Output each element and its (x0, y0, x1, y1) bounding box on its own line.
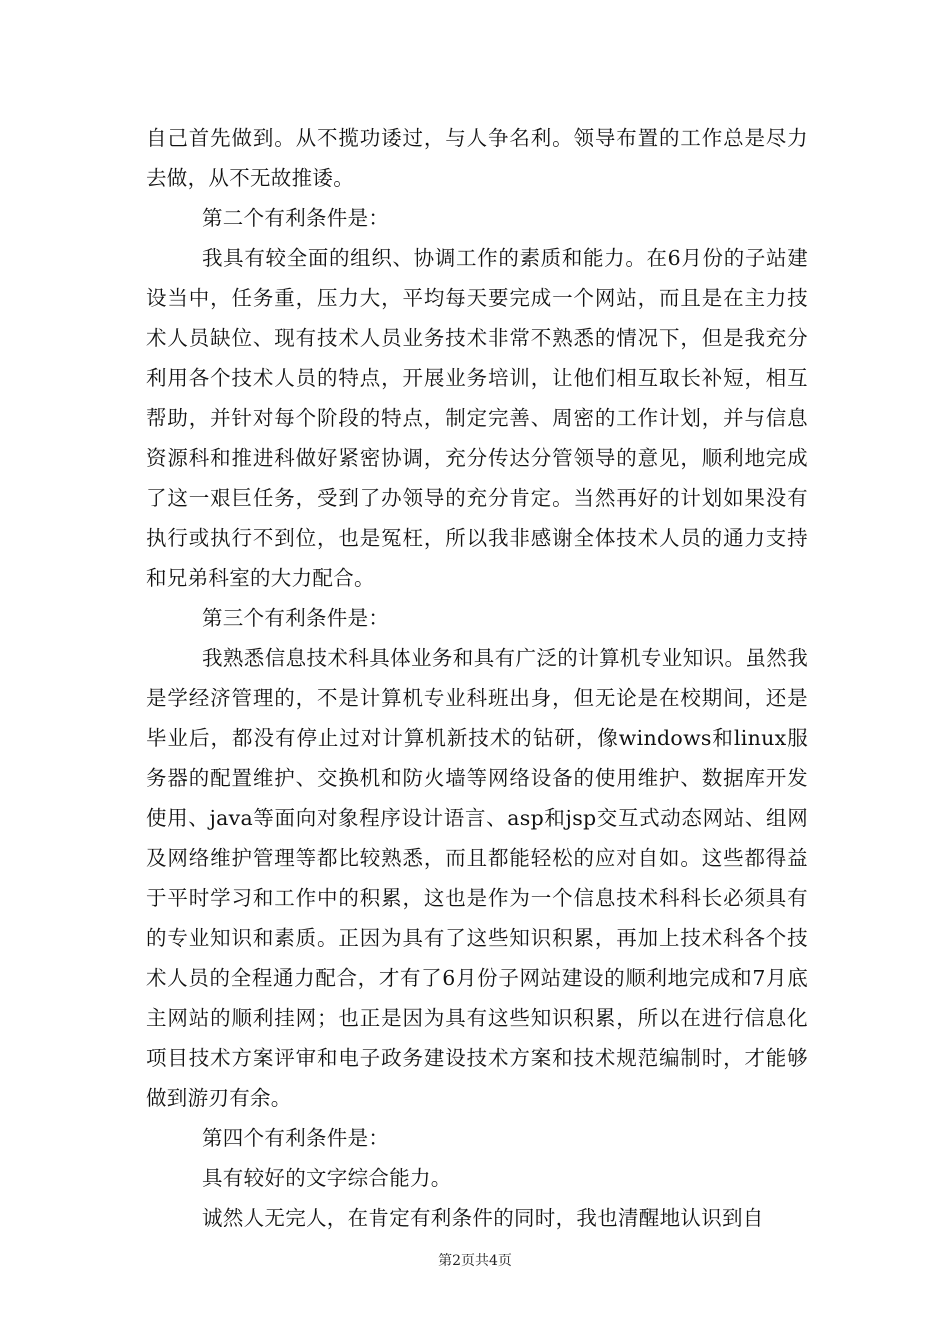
paragraph-1: 自己首先做到。从不揽功诿过，与人争名利。领导布置的工作总是尽力去做，从不无故推诿。 (146, 126, 808, 190)
paragraph-3: 我具有较全面的组织、协调工作的素质和能力。在6月份的子站建设当中，任务重，压力大，平均每天要完成一个网站，而且是在主力技术人员缺位、现有技术人员业务技术非常不熟悉的情况下，但是我充分利用各个技术人员的特点，开展业务培训，让他们相互取长补短，相互帮助，并针对每个阶段的特点，制定完善、周密的工作计划，并与信息资源科和推进科做好紧密协调，充分传达分管领导的意见，顺利地完成了这一艰巨任务，受到了办领导的充分肯定。当然再好的计划如果没有执行或执行不到位，也是冤枉，所以我非感谢全体技术人员的通力支持和兄弟科室的大力配合。 (146, 246, 808, 590)
paragraph-6: 第四个有利条件是： (202, 1126, 390, 1150)
paragraph-2: 第二个有利条件是： (202, 206, 390, 230)
paragraph-7: 具有较好的文字综合能力。 (202, 1166, 452, 1190)
body-text (146, 118, 808, 1238)
page-footer (0, 1250, 950, 1270)
page-number-label: 第2页共4页 (438, 1253, 512, 1269)
paragraph-5: 我熟悉信息技术科具体业务和具有广泛的计算机专业知识。虽然我是学经济管理的，不是计算机专业科班出身，但无论是在校期间，还是毕业后，都没有停止过对计算机新技术的钻研，像windows和linux服务器的配置维护、交换机和防火墙等网络设备的使用维护、数据库开发使用、java等面向对象程序设计语言、asp和jsp交互式动态网站、组网及网络维护管理等都比较熟悉，而且都能轻松的应对自如。这些都得益于平时学习和工作中的积累，这也是作为一个信息技术科科长必须具有的专业知识和素质。正因为具有了这些知识积累，再加上技术科各个技术人员的全程通力配合，才有了6月份子网站建设的顺利地完成和7月底主网站的顺利挂网；也正是因为具有这些知识积累，所以在进行信息化项目技术方案评审和电子政务建设技术方案和技术规范编制时，才能够做到游刃有余。 (146, 646, 808, 1110)
paragraph-4: 第三个有利条件是： (202, 606, 390, 630)
paragraph-8: 诚然人无完人，在肯定有利条件的同时，我也清醒地认识到自 (202, 1206, 764, 1230)
